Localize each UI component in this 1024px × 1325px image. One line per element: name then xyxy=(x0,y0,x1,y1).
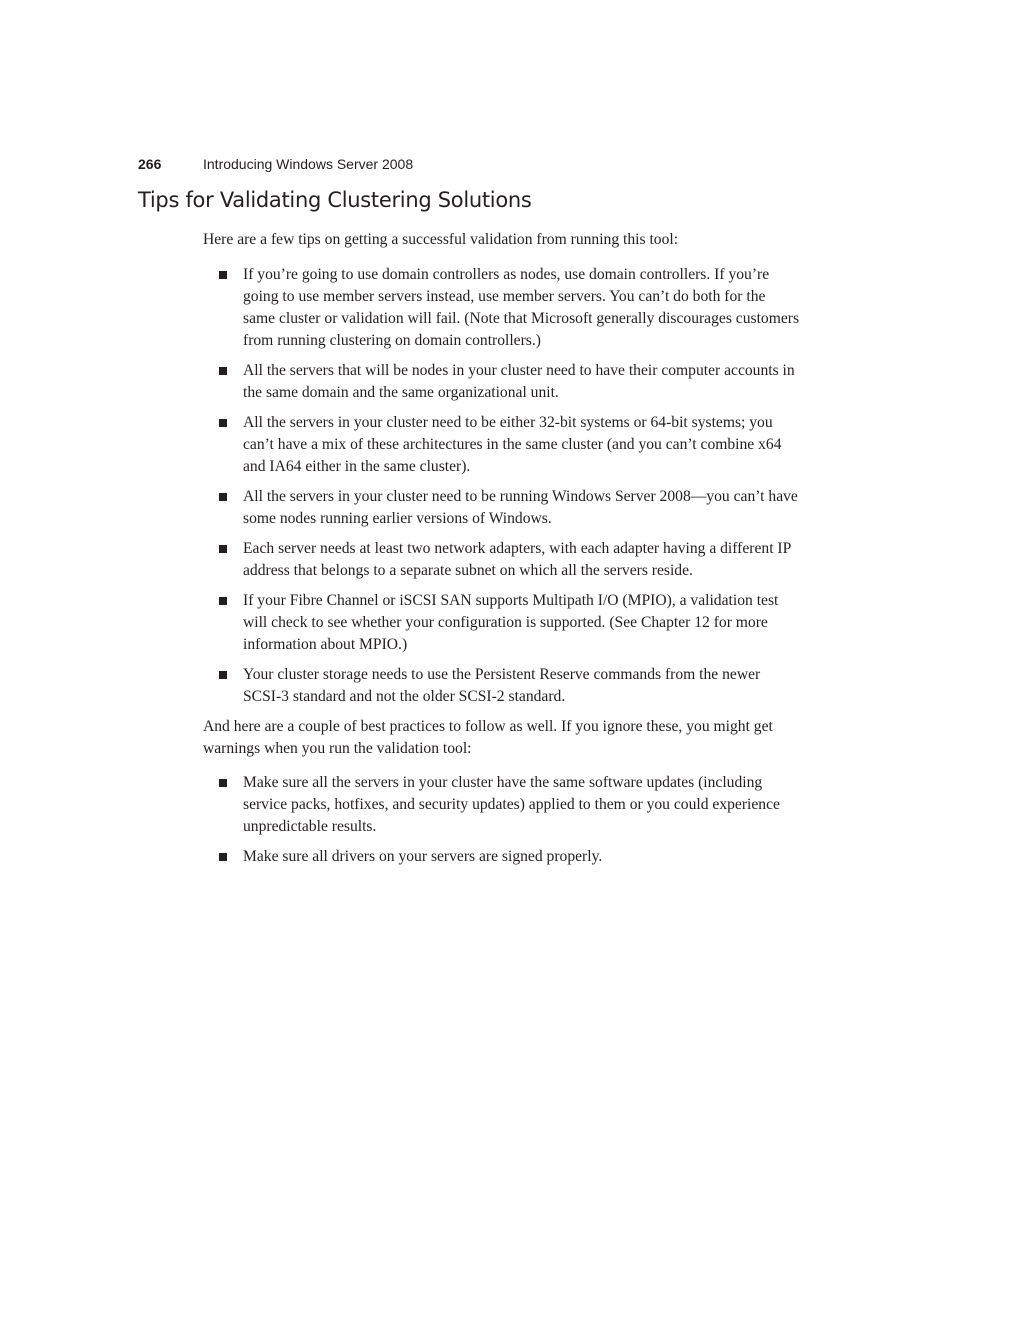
text-line: And here are a couple of best practices to follow as well. If you ignore these, you might get xyxy=(203,718,773,735)
square-bullet-icon xyxy=(219,853,227,861)
text-line: going to use member servers instead, use member servers. You can’t do both for the xyxy=(243,288,766,305)
practices-intro-paragraph xyxy=(203,716,863,760)
list-item xyxy=(203,846,863,868)
text-line: unpredictable results. xyxy=(243,818,377,835)
text-line: Make sure all drivers on your servers are signed properly. xyxy=(243,848,603,865)
text-line: warnings when you run the validation tool: xyxy=(203,740,472,757)
list-item xyxy=(203,590,863,656)
square-bullet-icon xyxy=(219,671,227,679)
list-item xyxy=(203,264,863,352)
body-text xyxy=(203,229,863,868)
running-title: Introducing Windows Server 2008 xyxy=(203,156,414,172)
text-line: If you’re going to use domain controllers as nodes, use domain controllers. If you’re xyxy=(243,266,770,283)
text-line: All the servers in your cluster need to be either 32-bit systems or 64-bit systems; you xyxy=(243,414,773,431)
intro-paragraph xyxy=(203,229,863,251)
text-line: some nodes running earlier versions of Windows. xyxy=(243,510,552,527)
text-line: the same domain and the same organizational unit. xyxy=(243,384,559,401)
text-line: address that belongs to a separate subnet on which all the servers reside. xyxy=(243,562,693,579)
list-item xyxy=(203,538,863,582)
text-line: and IA64 either in the same cluster). xyxy=(243,458,471,475)
square-bullet-icon xyxy=(219,545,227,553)
page-number: 266 xyxy=(138,156,162,172)
text-line: can’t have a mix of these architectures in the same cluster (and you can’t combine x64 xyxy=(243,436,782,453)
text-line: service packs, hotfixes, and security updates) applied to them or you could experience xyxy=(243,796,780,813)
square-bullet-icon xyxy=(219,271,227,279)
square-bullet-icon xyxy=(219,597,227,605)
section-title: Tips for Validating Clustering Solutions xyxy=(138,188,532,212)
tips-list xyxy=(203,264,863,708)
practices-list xyxy=(203,772,863,868)
square-bullet-icon xyxy=(219,779,227,787)
text-line: All the servers that will be nodes in your cluster need to have their computer accounts in xyxy=(243,362,795,379)
text-line: Here are a few tips on getting a successful validation from running this tool: xyxy=(203,231,679,248)
list-item xyxy=(203,772,863,838)
list-item xyxy=(203,486,863,530)
list-item xyxy=(203,664,863,708)
text-line: same cluster or validation will fail. (Note that Microsoft generally discourages customers xyxy=(243,310,800,327)
square-bullet-icon xyxy=(219,419,227,427)
text-line: Your cluster storage needs to use the Persistent Reserve commands from the newer xyxy=(243,666,761,683)
list-item xyxy=(203,412,863,478)
list-item xyxy=(203,360,863,404)
text-line: from running clustering on domain controllers.) xyxy=(243,332,541,349)
square-bullet-icon xyxy=(219,493,227,501)
text-line: All the servers in your cluster need to be running Windows Server 2008—you can’t have xyxy=(243,488,798,505)
square-bullet-icon xyxy=(219,367,227,375)
text-line: information about MPIO.) xyxy=(243,636,408,653)
text-line: SCSI-3 standard and not the older SCSI-2 standard. xyxy=(243,688,566,705)
text-line: Make sure all the servers in your cluster have the same software updates (including xyxy=(243,774,763,791)
text-line: Each server needs at least two network adapters, with each adapter having a different IP xyxy=(243,540,792,557)
text-line: will check to see whether your configuration is supported. (See Chapter 12 for more xyxy=(243,614,768,631)
text-line: If your Fibre Channel or iSCSI SAN supports Multipath I/O (MPIO), a validation test xyxy=(243,592,779,609)
